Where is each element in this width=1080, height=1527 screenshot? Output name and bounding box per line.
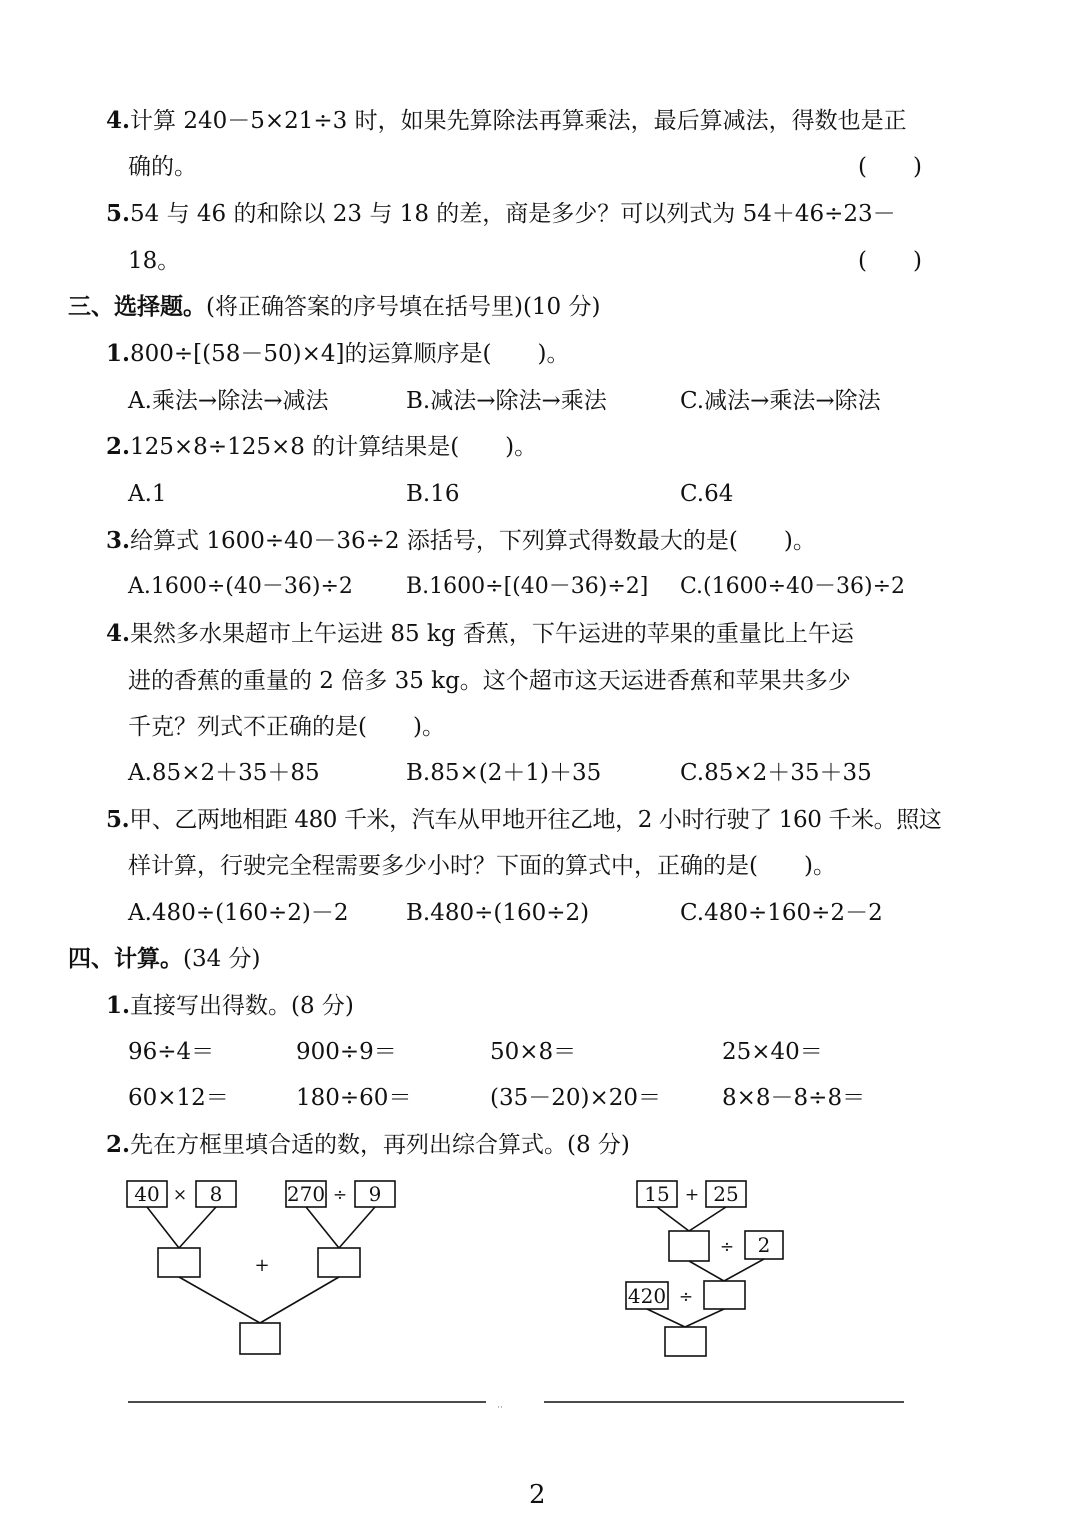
- oral-calc-item[interactable]: 96÷4＝: [128, 1039, 215, 1065]
- tree1-num-a: 40: [134, 1182, 160, 1206]
- tf-q5-number: 5.: [106, 200, 131, 227]
- oral-calc-item[interactable]: 8×8－8÷8＝: [722, 1085, 866, 1111]
- choice-q4-line2: 进的香蕉的重量的 2 倍多 35 kg。这个超市这天运进香蕉和苹果共多少: [128, 668, 851, 694]
- tf-q4-answer-paren[interactable]: ( ): [858, 154, 922, 180]
- answer-line-mark: ··: [497, 1403, 503, 1413]
- choice-q2-option-b[interactable]: B.16: [406, 481, 460, 507]
- choice-q5-option-c[interactable]: C.480÷160÷2－2: [680, 900, 883, 926]
- choice-q4-option-a[interactable]: A.85×2＋35＋85: [128, 760, 320, 786]
- tree2-num-a: 15: [644, 1182, 670, 1206]
- calc-tree-diagrams: [0, 1170, 1080, 1430]
- tf-q4-line1: 4.计算 240－5×21÷3 时，如果先算除法再算乘法，最后算减法，得数也是正: [106, 107, 907, 134]
- choice-q1-stem: 1.800÷[(58－50)×4]的运算顺序是( )。: [106, 340, 570, 367]
- tree1-op-b: ÷: [332, 1185, 348, 1205]
- tf-q4-number: 4.: [106, 107, 131, 134]
- oral-calc-item[interactable]: 900÷9＝: [296, 1039, 397, 1065]
- oral-calc-item[interactable]: 25×40＝: [722, 1039, 823, 1065]
- oral-calc-item[interactable]: (35－20)×20＝: [490, 1085, 662, 1111]
- tree1-num-c: 270: [286, 1182, 326, 1206]
- calc-part1-title: 1.直接写出得数。(8 分): [106, 992, 354, 1019]
- choice-q2-option-a[interactable]: A.1: [128, 481, 167, 507]
- oral-calc-item[interactable]: 180÷60＝: [296, 1085, 412, 1111]
- choice-q5-line1: 5.甲、乙两地相距 480 千米，汽车从甲地开往乙地，2 小时行驶了 160 千米。照这: [106, 806, 942, 833]
- tree1-answer-box-left: [158, 1248, 200, 1277]
- tree1-num-b: 8: [209, 1182, 223, 1206]
- choice-q2-stem: 2.125×8÷125×8 的计算结果是( )。: [106, 433, 538, 460]
- tree1-answer-box-right: [318, 1248, 360, 1277]
- choice-q5-option-a[interactable]: A.480÷(160÷2)－2: [128, 900, 349, 926]
- choice-q4-option-c[interactable]: C.85×2＋35＋35: [680, 760, 872, 786]
- choice-q2-option-c[interactable]: C.64: [680, 481, 734, 507]
- choice-q3-option-a[interactable]: A.1600÷(40－36)÷2: [128, 574, 353, 599]
- choice-q4-line1: 4.果然多水果超市上午运进 85 kg 香蕉，下午运进的苹果的重量比上午运: [106, 620, 854, 647]
- tf-q5-line1: 5.54 与 46 的和除以 23 与 18 的差，商是多少？可以列式为 54＋46÷23－: [106, 200, 896, 227]
- tree1-num-d: 9: [368, 1182, 382, 1206]
- choice-q1-option-c[interactable]: C.减法→乘法→除法: [680, 388, 881, 414]
- tree1-answer-box-bottom: [240, 1323, 280, 1354]
- tree2-num-b: 25: [713, 1182, 739, 1206]
- tree1-op-a: ×: [172, 1185, 188, 1205]
- tree2-op-a: +: [684, 1185, 700, 1205]
- tf-q5-answer-paren[interactable]: ( ): [858, 248, 922, 274]
- tree2-num-d: 420: [627, 1284, 667, 1308]
- choice-q1-option-b[interactable]: B.减法→除法→乘法: [406, 388, 607, 414]
- tree2-op-c: ÷: [678, 1287, 694, 1307]
- tf-q4-line2: 确的。: [128, 154, 197, 180]
- choice-q1-option-a[interactable]: A.乘法→除法→减法: [128, 388, 329, 414]
- tf-q5-line2: 18。: [128, 248, 181, 274]
- oral-calc-item[interactable]: 60×12＝: [128, 1085, 229, 1111]
- choice-q3-stem: 3.给算式 1600÷40－36÷2 添括号，下列算式得数最大的是( )。: [106, 527, 816, 554]
- choice-q5-line2: 样计算，行驶完全程需要多少小时？下面的算式中，正确的是( )。: [128, 853, 836, 879]
- tree2-op-b: ÷: [719, 1237, 735, 1257]
- choice-q3-option-b[interactable]: B.1600÷[(40－36)÷2]: [406, 574, 649, 599]
- choice-q4-option-b[interactable]: B.85×(2＋1)＋35: [406, 760, 602, 786]
- tree2-answer-box-sum: [669, 1231, 709, 1261]
- tree2-num-c: 2: [757, 1233, 771, 1257]
- choice-q5-option-b[interactable]: B.480÷(160÷2): [406, 900, 590, 926]
- tree2-answer-box-bottom: [665, 1327, 706, 1356]
- section-choice-heading: 三、选择题。(将正确答案的序号填在括号里)(10 分): [68, 293, 601, 320]
- choice-q3-option-c[interactable]: C.(1600÷40－36)÷2: [680, 574, 906, 599]
- tree2-answer-box-quotient: [704, 1281, 745, 1309]
- section-calc-heading: 四、计算。(34 分): [68, 945, 261, 972]
- page-number: 2: [529, 1480, 546, 1510]
- choice-q4-line3: 千克？列式不正确的是( )。: [128, 714, 445, 740]
- calc-part2-title: 2.先在方框里填合适的数，再列出综合算式。(8 分): [106, 1131, 630, 1158]
- tree1-op-mid: +: [254, 1255, 270, 1276]
- oral-calc-item[interactable]: 50×8＝: [490, 1039, 577, 1065]
